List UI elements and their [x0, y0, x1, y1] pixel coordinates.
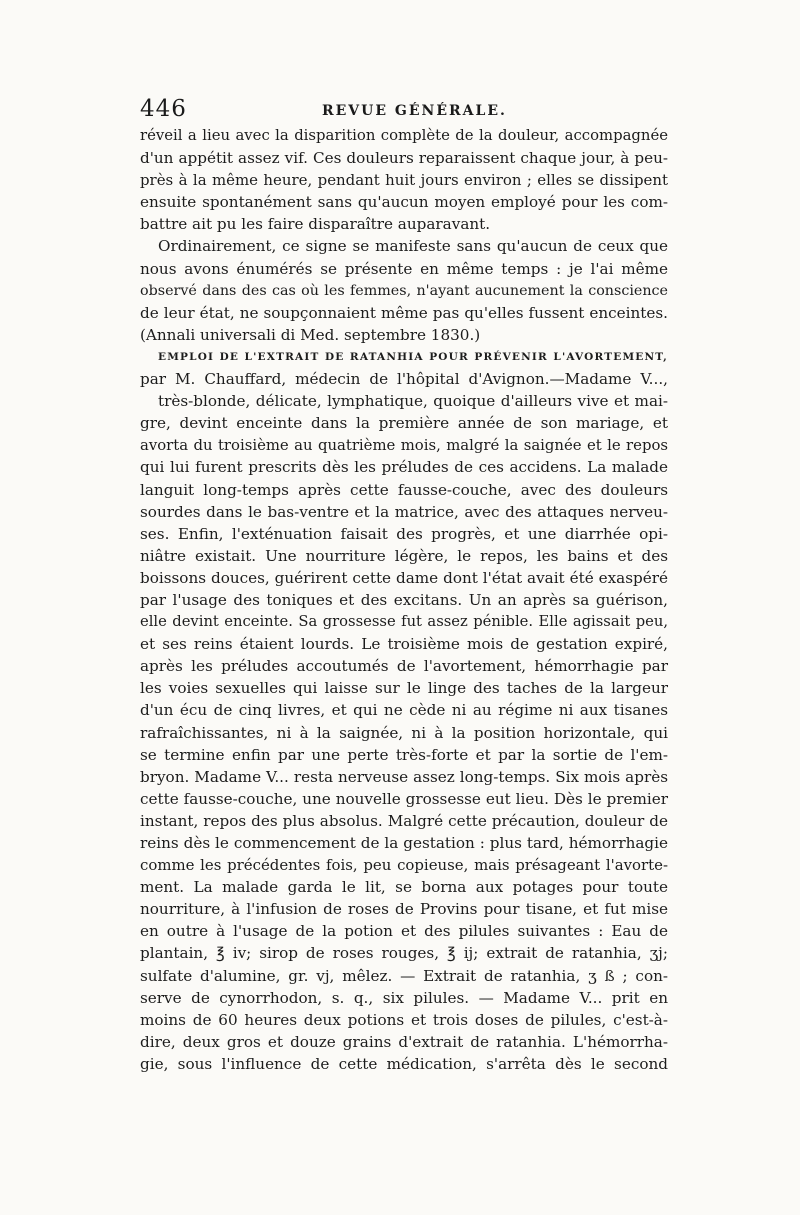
- text-line: gre, devint enceinte dans la première année de son mariage, et: [140, 414, 668, 433]
- text-line: ses. Enfin, l'exténuation faisait des progrès, et une diarrhée opi-: [140, 524, 668, 543]
- text-line: qui lui furent prescrits dès les préludes de ces accidens. La malade: [140, 458, 668, 477]
- text-line: après les préludes accoutumés de l'avortement, hémorrhagie par: [140, 657, 668, 676]
- text-line: serve de cynorrhodon, s. q., six pilules. — Madame V... prit en: [140, 988, 668, 1007]
- text-line: moins de 60 heures deux potions et trois doses de pilules, c'est-à-: [140, 1010, 668, 1029]
- text-line: sulfate d'alumine, gr. vj, mêlez. — Extrait de ratanhia, ʒ ß ; con-: [140, 966, 668, 985]
- text-line: près à la même heure, pendant huit jours environ ; elles se dissipent: [140, 171, 668, 190]
- text-line: comme les précédentes fois, peu copieuse, mais présageant l'avorte-: [140, 856, 668, 875]
- text-line: instant, repos des plus absolus. Malgré cette précaution, douleur de: [140, 811, 668, 830]
- text-line: dire, deux gros et douze grains d'extrait de ratanhia. L'hémorrha-: [140, 1032, 668, 1051]
- text-line: par M. Chauffard, médecin de l'hôpital d'Avignon.—Madame V...,: [140, 370, 668, 389]
- citation-line: (Annali universali di Med. septembre 1830.): [140, 325, 481, 344]
- page-header: [140, 96, 670, 122]
- text-line: ment. La malade garda le lit, se borna aux potages pour toute: [140, 878, 668, 897]
- section-heading: EMPLOI DE L'EXTRAIT DE RATANHIA POUR PRÉVENIR L'AVORTEMENT,: [158, 350, 668, 363]
- text-line: ensuite spontanément sans qu'aucun moyen employé pour les com-: [140, 193, 668, 212]
- text-line: battre ait pu les faire disparaître auparavant.: [140, 215, 491, 234]
- text-line: les voies sexuelles qui laisse sur le linge des taches de la largeur: [140, 679, 668, 698]
- text-line: avorta du troisième au quatrième mois, malgré la saignée et le repos: [140, 436, 668, 455]
- body-text: [140, 125, 668, 1075]
- text-line: par l'usage des toniques et des excitans. Un an après sa guérison,: [140, 590, 668, 609]
- text-line: observé dans des cas où les femmes, n'ayant aucunement la conscience: [140, 282, 668, 299]
- running-head: REVUE GÉNÉRALE.: [322, 103, 507, 119]
- text-line: languit long-temps après cette fausse-couche, avec des douleurs: [140, 480, 668, 499]
- page-number: 446: [140, 96, 187, 122]
- text-line: en outre à l'usage de la potion et des pilules suivantes : Eau de: [140, 922, 668, 941]
- text-line: et ses reins étaient lourds. Le troisième mois de gestation expiré,: [140, 635, 668, 654]
- text-line: d'un écu de cinq livres, et qui ne cède ni au régime ni aux tisanes: [140, 701, 668, 720]
- text-line: cette fausse-couche, une nouvelle grossesse eut lieu. Dès le premier: [140, 789, 668, 808]
- text-line: de leur état, ne soupçonnaient même pas qu'elles fussent enceintes.: [140, 303, 668, 322]
- text-line: boissons douces, guérirent cette dame dont l'état avait été exaspéré: [140, 568, 668, 587]
- text-line: bryon. Madame V... resta nerveuse assez long-temps. Six mois après: [140, 767, 668, 786]
- text-line: nous avons énumérés se présente en même temps : je l'ai même: [140, 259, 668, 278]
- text-line: gie, sous l'influence de cette médication, s'arrêta dès le second: [140, 1054, 668, 1073]
- text-line: réveil a lieu avec la disparition complète de la douleur, accompagnée: [140, 127, 668, 144]
- text-line: Ordinairement, ce signe se manifeste sans qu'aucun de ceux que: [158, 237, 668, 256]
- text-line: se termine enfin par une perte très-forte et par la sortie de l'em-: [140, 745, 668, 764]
- text-line: plantain, ℥ iv; sirop de roses rouges, ℥ ij; extrait de ratanhia, ʒj;: [140, 944, 668, 963]
- text-line: reins dès le commencement de la gestation : plus tard, hémorrhagie: [140, 834, 668, 852]
- text-line: d'un appétit assez vif. Ces douleurs reparaissent chaque jour, à peu-: [140, 149, 668, 168]
- text-line: rafraîchissantes, ni à la saignée, ni à la position horizontale, qui: [140, 723, 668, 742]
- text-line: sourdes dans le bas-ventre et la matrice, avec des attaques nerveu-: [140, 502, 668, 521]
- text-line: niâtre existait. Une nourriture légère, le repos, les bains et des: [140, 546, 668, 565]
- text-line: très-blonde, délicate, lymphatique, quoique d'ailleurs vive et mai-: [158, 392, 668, 411]
- text-line: elle devint enceinte. Sa grossesse fut assez pénible. Elle agissait peu,: [140, 613, 668, 631]
- text-line: nourriture, à l'infusion de roses de Provins pour tisane, et fut mise: [140, 900, 668, 919]
